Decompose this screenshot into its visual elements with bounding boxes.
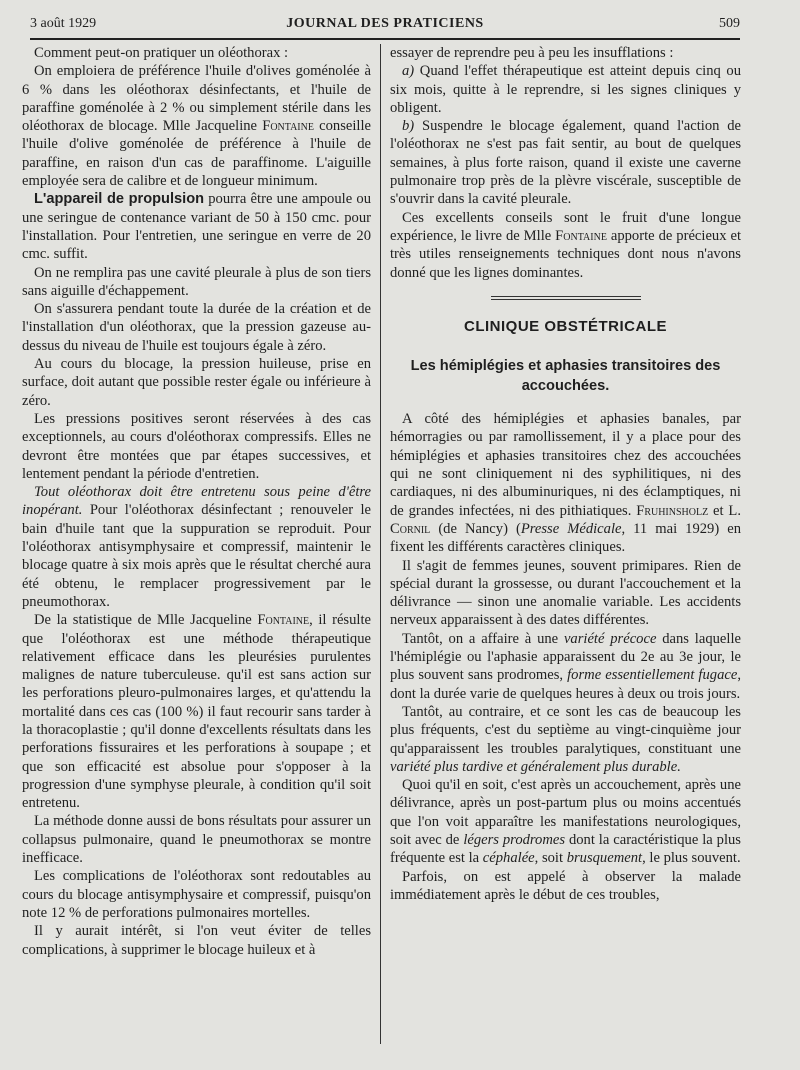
- paragraph: La méthode donne aussi de bons résultats pour assurer un collapsus pulmonaire, quand le pneumothorax se montre inefficace.: [22, 813, 371, 867]
- author-name: Fruhinsholz: [636, 502, 709, 519]
- issue-date: 3 août 1929: [30, 16, 97, 31]
- paragraph: Comment peut-on pratiquer un oléothorax :: [34, 45, 289, 61]
- paragraph: Quoi qu'il en soit, c'est après un accouchement, après une délivrance, après un post-partum plus ou moins accentués que l'on voit apparaître les manifestations neurologiques, soit avec de légers prodromes dont la caractéristique la plus fréquente est la céphalée, soit brusquement, le plus souvent.: [390, 777, 741, 867]
- paragraph: Parfois, on est appelé à observer la malade immédiatement après le début de ces troubles,: [390, 868, 741, 903]
- paragraph: Tantôt, on a affaire à une variété précoce dans laquelle l'hémiplégie ou l'aphasie apparaissent du 2e au 3e jour, le plus souvent sans prodromes, forme essentiellement fugace, dont la durée varie de quelques heures à deux ou trois jours.: [390, 630, 741, 702]
- section-title: CLINIQUE OBSTÉTRICALE: [463, 317, 667, 335]
- paragraph: On s'assurera pendant toute la durée de la création et de l'installation d'un oléothorax, que la pression gazeuse au-dessus du niveau de l'huile est toujours égale à zéro.: [22, 301, 371, 354]
- paragraph: Les pressions positives seront réservées à des cas exceptionnels, au cours d'oléothorax compressifs. Elles ne devront être montées que par étapes successives, et lentement pendant la période d'entretien.: [22, 410, 371, 482]
- paragraph: Les complications de l'oléothorax sont redoutables au cours du blocage antisymphysaire et compressif, puisqu'on note 12 % de perforations pulmonaires mortelles.: [22, 868, 371, 921]
- paragraph: a) Quand l'effet thérapeutique est atteint depuis cinq ou six mois, quitte à le reprendre, si les signes cliniques y obligent.: [390, 63, 741, 116]
- paragraph: De la statistique de Mlle Jacqueline Fontaine, il résulte que l'oléothorax est une méthode thérapeutique relativement efficace dans les pleurésies purulentes malignes de nature tuberculeuse. qu'il est sans action sur les perforations pleuro-pulmonaires larges, et qu'attendu la mortalité dans ces cas (100 %) il faut recourir sans tarder à la thoracoplastie ; qu'il donne d'excellents résultats dans les perforations fissuraires et les perforations à soupape ; et que son efficacité est absolue pour s'opposer à la progression d'une symphyse pleurale, à condition qu'il soit entretenu.: [22, 612, 371, 812]
- paragraph: Il s'agit de femmes jeunes, souvent primipares. Rien de spécial durant la grossesse, ou durant l'accouchement et la délivrance — sinon une anomalie variable. Les accidents nerveux apparaissent à des dates différentes.: [390, 557, 741, 629]
- paragraph: On ne remplira pas une cavité pleurale à plus de son tiers sans aiguille d'échappement.: [22, 264, 371, 299]
- paragraph: essayer de reprendre peu à peu les insufflations :: [390, 45, 674, 61]
- author-name: Fontaine: [555, 227, 607, 244]
- paragraph: On emploiera de préférence l'huile d'olives goménolée à 6 % dans les oléothorax désinfectants, et l'huile de paraffine goménolée à 2 % ou simplement stérile dans les oléothorax de blocage. Mlle Jacqueline Fontaine conseille l'huile d'olive goménolée de préférence à l'huile de paraffine, en raison d'un cas de paraffinome. L'aiguille employée sera de calibre et de longueur minimum.: [22, 63, 371, 190]
- left-column: [22, 44, 371, 959]
- page-number: 509: [719, 16, 740, 31]
- paragraph: Tantôt, au contraire, et ce sont les cas de beaucoup les plus fréquents, c'est du septième au vingt-cinquième jour qu'apparaissent les troubles paralytiques, constituant une variété plus tardive et généralement plus durable.: [390, 703, 741, 775]
- article-title: Les hémiplégies et aphasies transitoires des accouchées.: [410, 358, 721, 395]
- paragraph: Tout oléothorax doit être entretenu sous peine d'être inopérant. Pour l'oléothorax désinfectant ; renouveler le bain d'huile tant que la suppuration se reproduit. Pour l'oléothorax antisymphysaire et compressif, maintenir le blocage quatre à six mois après que le résultat cherché aura été obtenu, le remplacer progressivement par le pneumothorax.: [22, 484, 371, 610]
- paragraph: A côté des hémiplégies et aphasies banales, par hémorragies ou par ramollissement, il y a place pour des hémiplégies et aphasies transitoires chez des accouchées qui ne sont cliniquement ni des syphilitiques, ni des cardiaques, ni des albuminuriques, ni des éclamptiques, ni de grandes infectées, ni des pithiatiques. Fruhinsholz et L. Cornil (de Nancy) (Presse Médicale, 11 mai 1929) en fixent les différents caractères cliniques.: [390, 411, 741, 556]
- subheading: L'appareil de propulsion: [34, 191, 205, 208]
- header-rule: [30, 38, 740, 40]
- journal-citation: Presse Médicale: [520, 520, 622, 537]
- paragraph: Il y aurait intérêt, si l'on veut éviter de telles complications, à supprimer le blocage huileux et à: [22, 923, 371, 958]
- right-column: [390, 44, 741, 904]
- author-name: Fontaine: [257, 612, 310, 629]
- section-separator: [491, 296, 641, 300]
- paragraph: L'appareil de propulsion pourra être une ampoule ou une seringue de contenance variant de 50 à 150 cmc. pour l'installation. Pour l'entretien, une seringue en verre de 20 cmc. suffit.: [22, 191, 371, 263]
- paragraph: Au cours du blocage, la pression huileuse, prise en surface, doit autant que possible rester égale ou inférieure à zéro.: [22, 356, 371, 409]
- column-divider: [380, 44, 381, 1044]
- page-header: [30, 14, 740, 36]
- author-name: Fontaine: [262, 118, 314, 135]
- paragraph: b) Suspendre le blocage également, quand l'action de l'oléothorax ne s'est pas fait sentir, au bout de quelques semaines, à plus forte raison, quand il existe une caverne pulmonaire trop près de la plèvre viscérale, susceptible de s'ouvrir dans la cavité pleurale.: [390, 118, 741, 208]
- author-name: Cornil: [390, 520, 431, 537]
- journal-title: JOURNAL DES PRATICIENS: [286, 16, 484, 31]
- paragraph: Ces excellents conseils sont le fruit d'une longue expérience, le livre de Mlle Fontaine apporte de précieux et très utiles renseignements techniques dont nous n'avons donné que les lignes dominantes.: [390, 209, 741, 281]
